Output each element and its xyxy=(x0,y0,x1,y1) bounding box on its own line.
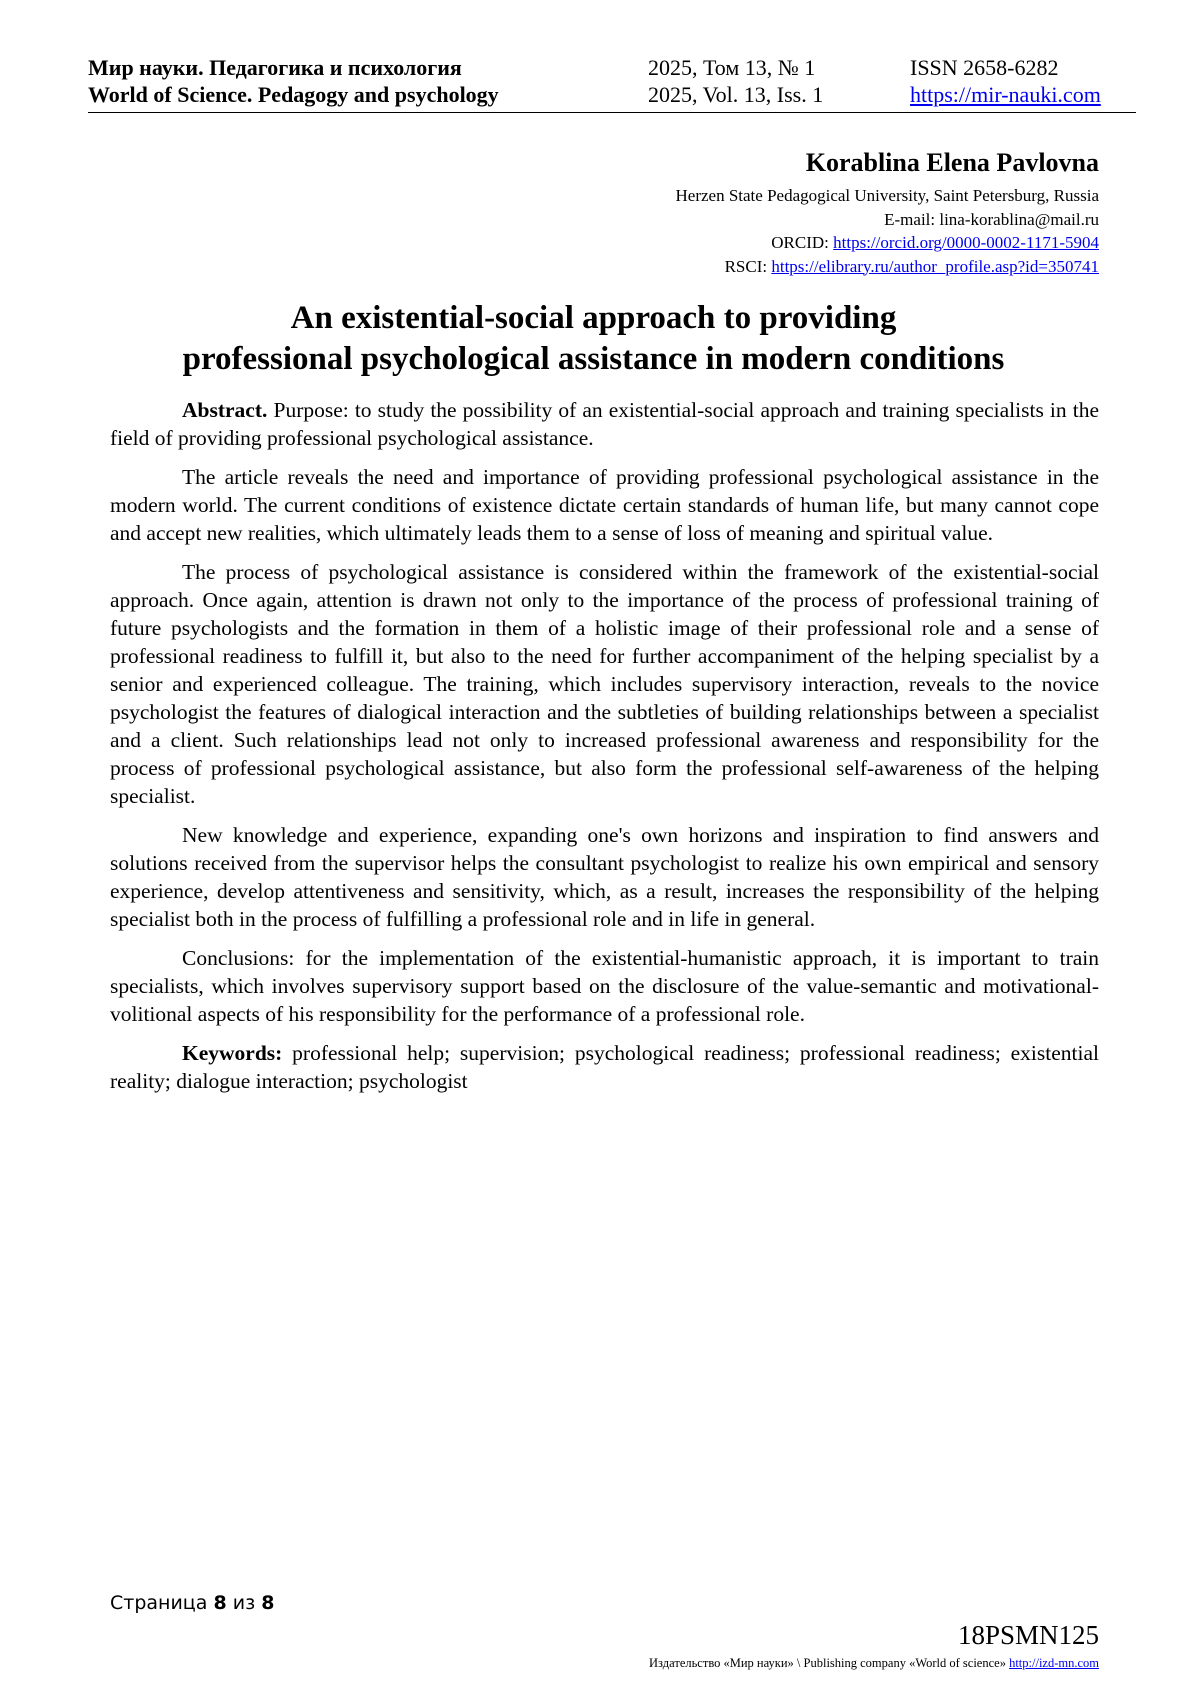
issue-en: 2025, Vol. 13, Iss. 1 xyxy=(648,82,824,107)
abstract-paragraph-purpose xyxy=(110,396,1099,452)
author-orcid-line xyxy=(676,231,1100,255)
abstract-paragraph-4: New knowledge and experience, expanding one's own horizons and inspiration to find answers and solutions received from the supervisor helps the consultant psychologist to realize his own empirical and sensory experience, develop attentiveness and sensitivity, which, as a result, increases the responsibility of the helping specialist both in the process of fulfilling a professional role and in life in general. xyxy=(110,823,1099,931)
page-word: Страница xyxy=(110,1592,208,1614)
journal-header xyxy=(88,54,1136,113)
email-label: E-mail: xyxy=(884,209,936,229)
author-email-line xyxy=(676,208,1100,232)
author-rsci-line xyxy=(676,255,1100,279)
abstract-paragraph-conclusions: Conclusions: for the implementation of the existential-humanistic approach, it is important to train specialists, which involves supervisory support based on the disclosure of the value-semantic and motivational-volitional aspects of his responsibility for the performance of a professional role. xyxy=(110,946,1099,1026)
keywords-text: professional help; supervision; psychological readiness; professional readiness; existential reality; dialogue interaction; psychologist xyxy=(110,1041,1100,1093)
author-name: Korablina Elena Pavlovna xyxy=(805,148,1099,177)
abstract-paragraph-2: The article reveals the need and importance of providing professional psychological assistance in the modern world. The current conditions of existence dictate certain standards of human life, but many cannot cope and accept new realities, which ultimately leads them to a sense of loss of meaning and spiritual value. xyxy=(110,465,1099,545)
page-of: из xyxy=(232,1592,256,1614)
journal-name-en: World of Science. Pedagogy and psychology xyxy=(88,82,499,107)
publisher-line xyxy=(649,1655,1099,1671)
article-title-line-2: professional psychological assistance in modern conditions xyxy=(182,341,1005,377)
publisher-link[interactable]: http://izd-mn.com xyxy=(1009,1656,1099,1670)
page-current: 8 xyxy=(213,1592,227,1614)
issn-column xyxy=(910,54,1101,108)
page-total: 8 xyxy=(261,1592,275,1614)
issue-ru: 2025, Том 13, № 1 xyxy=(648,55,816,80)
orcid-link[interactable]: https://orcid.org/0000-0002-1171-5904 xyxy=(833,233,1099,252)
abstract-paragraph-3: The process of psychological assistance is considered within the framework of the existential-social approach. Once again, attention is drawn not only to the importance of the process of professional training of future psychologists and the formation in them of a holistic image of their professional role and a sense of professional readiness to fulfill it, but also to the need for further accompaniment of the helping specialist by a senior and experienced colleague. The training, which includes supervisory interaction, reveals to the novice psychologist the features of dialogical interaction and the subtleties of building relationships between a specialist and a client. Such relationships lead not only to increased professional awareness and responsibility for the process of professional psychological assistance, but also form the professional self-awareness of the helping specialist. xyxy=(110,560,1099,808)
keywords-paragraph xyxy=(110,1039,1099,1095)
publisher-text: Издательство «Мир науки» \ Publishing company «World of science» xyxy=(649,1656,1006,1670)
author-block xyxy=(676,146,1100,278)
abstract-label: Abstract. xyxy=(182,398,268,422)
article-title xyxy=(88,298,1099,380)
page-number xyxy=(110,1591,274,1615)
article-title-line-1: An existential-social approach to providing xyxy=(290,300,897,336)
article-code: 18PSMN125 xyxy=(957,1620,1099,1650)
issn: ISSN 2658-6282 xyxy=(910,55,1059,80)
keywords-label: Keywords: xyxy=(182,1041,283,1065)
rsci-label: RSCI: xyxy=(724,256,768,276)
journal-site-link[interactable]: https://mir-nauki.com xyxy=(910,82,1101,107)
abstract-body xyxy=(110,396,1099,1106)
issue-column xyxy=(648,54,823,108)
orcid-label: ORCID: xyxy=(771,233,829,252)
author-affiliation: Herzen State Pedagogical University, Saint Petersburg, Russia xyxy=(675,186,1099,205)
journal-name-column xyxy=(88,54,499,108)
author-email: lina-korablina@mail.ru xyxy=(939,209,1099,229)
abstract-purpose-text: Purpose: to study the possibility of an existential-social approach and training specialists in the field of providing professional psychological assistance. xyxy=(110,398,1099,450)
rsci-link[interactable]: https://elibrary.ru/author_profile.asp?id=350741 xyxy=(771,256,1099,276)
journal-name-ru: Мир науки. Педагогика и психология xyxy=(88,55,462,80)
